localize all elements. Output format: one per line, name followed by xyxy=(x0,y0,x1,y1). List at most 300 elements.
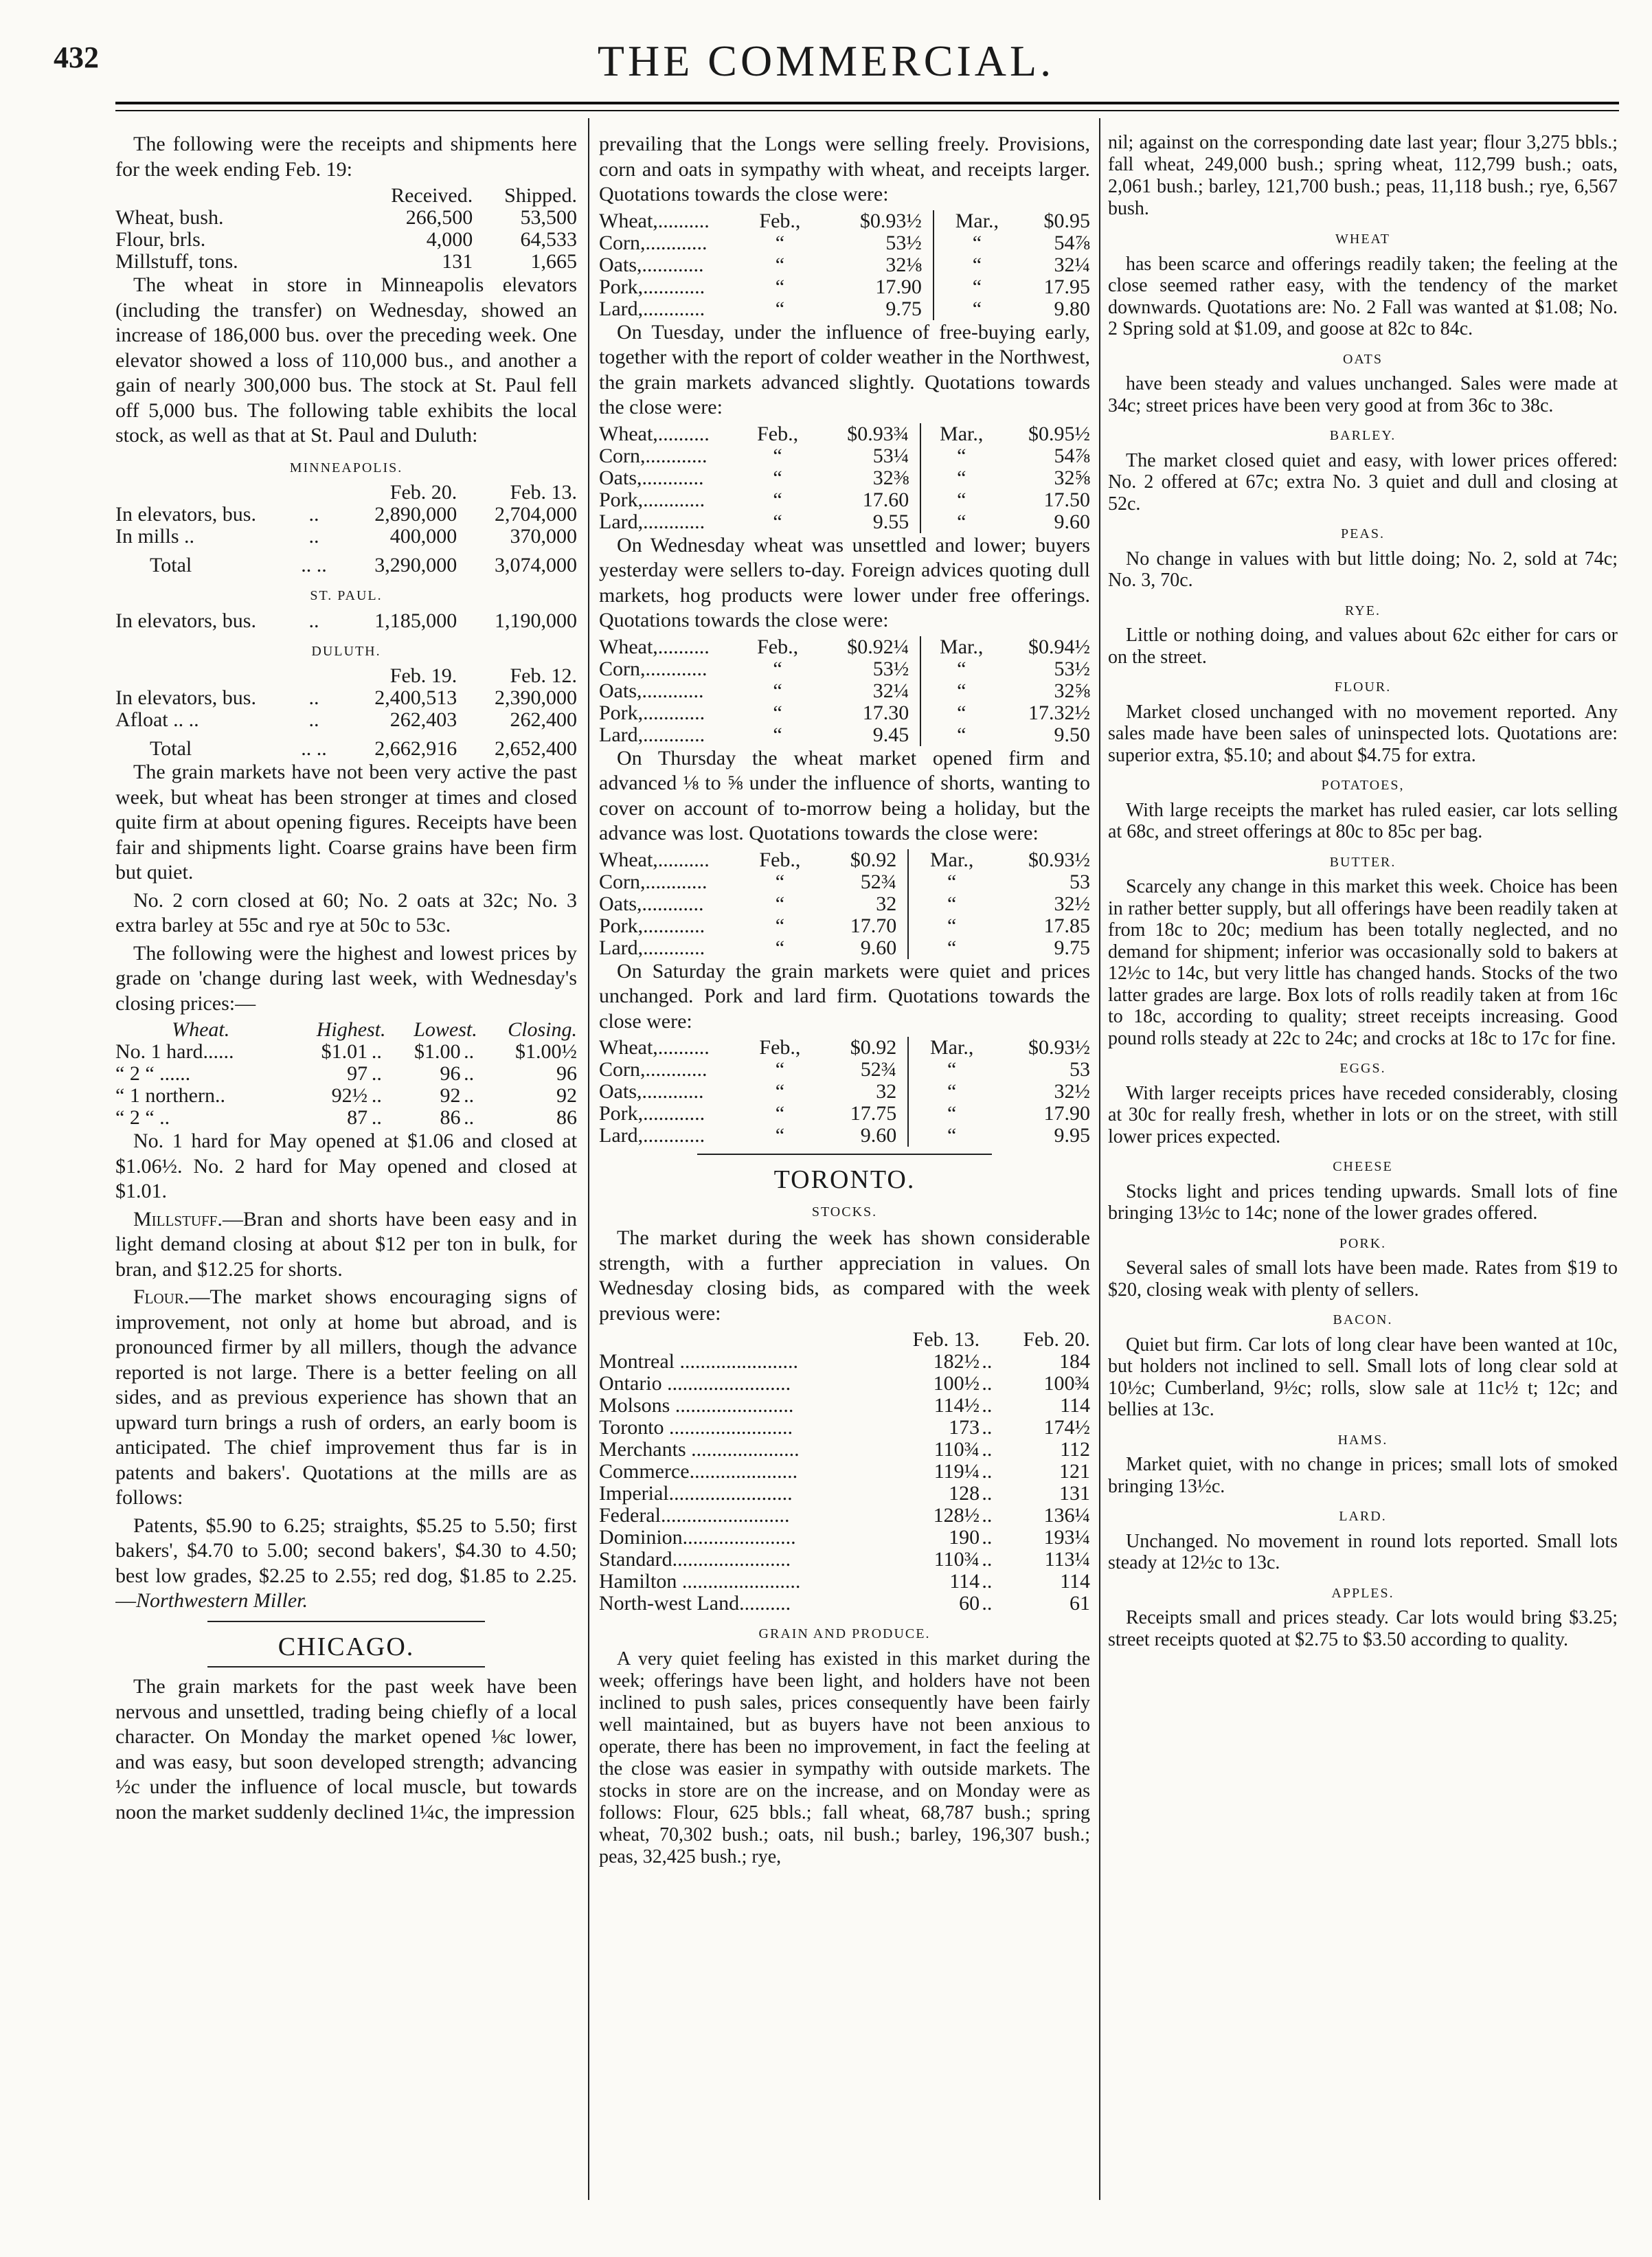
table-cell: 2,652,400 xyxy=(495,737,577,760)
table-cell: .. xyxy=(982,1460,993,1483)
table-cell: 9.60 xyxy=(860,1124,897,1147)
paragraph: The following were the highest and lowest prices by grade on 'change during last week, with Wednesday's closing prices:— xyxy=(115,941,577,1015)
table-cell: 131 xyxy=(442,250,473,273)
table-row xyxy=(599,489,1090,511)
table-cell: 2,400,513 xyxy=(374,686,457,709)
paragraph: With larger receipts prices have receded considerably, closing at 30c for really fresh, whether in lots or on the street, with still lower prices expected. xyxy=(1108,1082,1618,1147)
table-cell: North-west Land.......... xyxy=(599,1593,791,1615)
subheading: DULUTH. xyxy=(311,643,381,659)
table-cell: 53½ xyxy=(885,231,922,254)
table-cell: Feb., xyxy=(759,209,801,232)
table-cell: Oats,............ xyxy=(599,1080,704,1103)
paragraph xyxy=(115,1285,577,1511)
table-cell: 9.45 xyxy=(872,723,909,746)
table-row xyxy=(599,1527,1090,1549)
table-cell: 61 xyxy=(1070,1592,1090,1615)
table-cell: Millstuff, tons. xyxy=(115,250,238,273)
table-row xyxy=(599,298,1090,320)
run-in-heading: Flour. xyxy=(133,1285,190,1308)
table-cell: $1.01 xyxy=(321,1040,368,1063)
table-cell: 32¼ xyxy=(1054,253,1090,276)
table-cell: .. xyxy=(371,1084,382,1107)
table-cell: Wheat,.......... xyxy=(599,209,710,232)
table-row xyxy=(599,1549,1090,1571)
table-cell: 64,533 xyxy=(520,228,577,251)
table-cell: $0.92¼ xyxy=(847,635,909,658)
table-header: Shipped. xyxy=(504,184,577,207)
section-heading: EGGS. xyxy=(1339,1061,1386,1076)
subheading: STOCKS. xyxy=(811,1204,878,1220)
table-cell: 113¼ xyxy=(1044,1548,1090,1571)
table-cell: 190 xyxy=(949,1526,980,1549)
table-cell: $0.92 xyxy=(850,1036,897,1059)
table-header: Feb. 13. xyxy=(510,481,577,504)
table-row xyxy=(115,687,577,709)
table-cell: .. xyxy=(464,1106,475,1129)
table-cell: 17.95 xyxy=(1043,275,1090,298)
table-cell: “ xyxy=(773,466,782,489)
table-cell: .. xyxy=(982,1548,993,1571)
table-cell: Pork,............ xyxy=(599,275,705,298)
table-cell: In elevators, bus. xyxy=(115,503,256,526)
table-cell: 9.60 xyxy=(860,936,897,959)
table-cell: 400,000 xyxy=(389,525,457,548)
table-cell: Lard,............ xyxy=(599,723,705,746)
table-cell: 17.75 xyxy=(850,1102,897,1125)
table-cell: “ xyxy=(920,489,996,511)
table-cell: 9.75 xyxy=(885,297,922,320)
table-row xyxy=(599,636,1090,658)
table-row xyxy=(599,871,1090,893)
table-cell: “ xyxy=(775,231,785,254)
table-cell: 17.50 xyxy=(1043,488,1090,511)
table-cell: .. xyxy=(464,1084,475,1107)
table-cell: 53,500 xyxy=(520,206,577,229)
table-cell: .. xyxy=(982,1394,993,1417)
table-cell: “ xyxy=(773,701,782,724)
table-cell: 100¾ xyxy=(1043,1372,1090,1395)
subheading: ST. PAUL. xyxy=(310,588,383,603)
table-cell: Feb., xyxy=(759,848,801,871)
table-row xyxy=(599,893,1090,915)
table-cell: 370,000 xyxy=(510,525,577,548)
section-heading: CHEESE xyxy=(1333,1159,1393,1174)
column-3 xyxy=(1108,132,1618,1653)
table-cell: Feb., xyxy=(757,422,799,445)
table-cell: 131 xyxy=(1059,1482,1090,1505)
table-cell: 9.80 xyxy=(1054,297,1090,320)
table-cell: Afloat .. .. xyxy=(115,708,199,731)
table-cell: Oats,............ xyxy=(599,253,704,276)
section-heading: LARD. xyxy=(1339,1509,1387,1524)
table-cell: 2,704,000 xyxy=(495,503,577,526)
table-cell: 92 xyxy=(556,1084,577,1107)
source-credit: Northwestern Miller. xyxy=(136,1589,308,1612)
run-in-heading: Millstuff. xyxy=(133,1207,223,1231)
table-cell: 1,190,000 xyxy=(495,609,577,632)
paragraph-text: —The market shows encouraging signs of improvement, not only at home but abroad, and is pronounced firmer by all millers, though the advance reported is not large. There is a better feeling on all sides, and as previous experience has shown that an upward turn brings a rush of orders, an early boom is anticipated. The chief improvement thus far is in patents and bakers'. Quotations at the mills are as follows: xyxy=(115,1285,577,1509)
table-cell: “ xyxy=(775,1124,785,1147)
prices-table xyxy=(115,1019,577,1129)
table-cell: 17.30 xyxy=(862,701,909,724)
table-cell: 17.32½ xyxy=(1028,701,1090,724)
table-cell: 110¾ xyxy=(934,1438,980,1461)
paragraph xyxy=(115,1514,577,1614)
paragraph: The market closed quiet and easy, with lower prices offered: No. 2 offered at 67c; extra No. 3 quiet and dull and closing at 52c. xyxy=(1108,449,1618,515)
table-cell: “ xyxy=(773,510,782,533)
table-cell: Pork,............ xyxy=(599,701,705,724)
table-row xyxy=(599,1373,1090,1395)
table-cell: .. .. xyxy=(301,737,327,760)
table-cell: “ xyxy=(908,1125,989,1147)
paragraph: With large receipts the market has ruled easier, car lots selling at 68c, and street offerings at 80c to 85c per bag. xyxy=(1108,799,1618,842)
table-cell: .. xyxy=(371,1062,382,1085)
paragraph: Quiet but firm. Car lots of long clear have been wanted at 10c, but holders not inclined to sell. Small lots of long clear sold at 10½c; Cumberland, 9½c; rolls, slow sale at 11c½ t; 12c; and bellies at 13c. xyxy=(1108,1334,1618,1420)
table-cell: 136¼ xyxy=(1043,1504,1090,1527)
table-cell: “ xyxy=(920,724,996,746)
table-cell: .. xyxy=(308,609,319,632)
table-cell: Total xyxy=(150,737,192,760)
table-cell: In mills .. xyxy=(115,525,195,548)
table-cell: Mar., xyxy=(920,423,996,445)
table-row xyxy=(599,423,1090,445)
section-heading: APPLES. xyxy=(1331,1585,1394,1601)
paragraph-text: —Bran and shorts have been easy and in light demand closing at about $12 per ton in bulk, for bran, and $12.25 for shorts. xyxy=(115,1207,577,1281)
table-cell: “ xyxy=(775,275,785,298)
table-cell: “ xyxy=(920,511,996,533)
table-cell: 1,665 xyxy=(530,250,577,273)
table-cell: “ 1 northern.. xyxy=(115,1084,225,1107)
table-cell: 266,500 xyxy=(405,206,473,229)
table-cell: 53½ xyxy=(1054,657,1090,680)
table-cell: Merchants ..................... xyxy=(599,1439,800,1461)
table-cell: 9.60 xyxy=(1054,510,1090,533)
section-title: TORONTO. xyxy=(773,1165,916,1194)
table-cell: .. xyxy=(308,686,319,709)
table-row xyxy=(599,849,1090,871)
table-cell: 32⅝ xyxy=(1054,679,1090,702)
table-cell: 17.90 xyxy=(1043,1102,1090,1125)
table-row xyxy=(115,1085,577,1107)
table-cell: .. xyxy=(308,708,319,731)
table-cell: “ xyxy=(920,467,996,489)
table-row xyxy=(599,1395,1090,1417)
paragraph: Market quiet, with no change in prices; small lots of smoked bringing 13½c. xyxy=(1108,1454,1618,1497)
table-cell: $0.95 xyxy=(1043,209,1090,232)
table-cell: 1,185,000 xyxy=(374,609,457,632)
table-cell: Wheat,.......... xyxy=(599,635,710,658)
table-cell: “ xyxy=(775,297,785,320)
table-cell: 128½ xyxy=(933,1504,980,1527)
table-cell: .. xyxy=(464,1040,475,1063)
table-row xyxy=(599,1593,1090,1615)
intro-paragraph: The following were the receipts and shipments here for the week ending Feb. 19: xyxy=(115,133,577,181)
table-row-total xyxy=(115,731,577,760)
table-cell: .. xyxy=(982,1438,993,1461)
table-header: Feb. 20. xyxy=(389,481,457,504)
table-cell: Total xyxy=(150,554,192,576)
table-cell: 100½ xyxy=(933,1372,980,1395)
table-cell: .. xyxy=(982,1526,993,1549)
paragraph: Market closed unchanged with no movement reported. Any sales made have been sales of uninspected lots. Quotations are: superior extra, $5.10; and about $4.75 for extra. xyxy=(1108,701,1618,766)
table-cell: $0.93½ xyxy=(859,209,922,232)
paragraph-text: Patents, $5.90 to 6.25; straights, $5.25 to 5.50; first bakers', $4.70 to 5.00; second bakers', $4.30 to 4.50; best low grades, $2.25 to 2.55; red dog, $1.85 to 2.25.— xyxy=(115,1514,577,1612)
table-cell: .. xyxy=(982,1416,993,1439)
table-cell: 32½ xyxy=(1054,892,1090,915)
table-cell: .. xyxy=(982,1592,993,1615)
paragraph: On Wednesday wheat was unsettled and lower; buyers yesterday were sellers to-day. Foreign advices quoting dull markets, hog products were lower under free offerings. Quotations towards the close were: xyxy=(599,533,1090,631)
table-cell: 52¾ xyxy=(860,870,897,893)
table-cell: “ xyxy=(773,488,782,511)
table-cell: Corn,............ xyxy=(599,444,708,467)
table-cell: “ xyxy=(775,914,785,937)
paragraph: On Thursday the wheat market opened firm and advanced ⅛ to ⅝ under the influence of shorts, wanting to cover on account of to-morrow being a holiday, but the advance was lost. Quotations towards the close were: xyxy=(599,746,1090,844)
table-cell: 182½ xyxy=(933,1350,980,1373)
paragraph: have been steady and values unchanged. Sales were made at 34c; street prices have been very good at from 36c to 38c. xyxy=(1108,373,1618,416)
table-row xyxy=(115,207,577,229)
table-cell: No. 1 hard...... xyxy=(115,1040,234,1063)
column-divider xyxy=(1099,118,1100,2200)
table-row xyxy=(599,1571,1090,1593)
table-cell: 3,074,000 xyxy=(495,554,577,576)
table-cell: 121 xyxy=(1059,1460,1090,1483)
table-cell: “ xyxy=(775,1102,785,1125)
quotations-table xyxy=(599,1037,1090,1147)
table-cell: Corn,............ xyxy=(599,657,708,680)
paragraph: prevailing that the Longs were selling freely. Provisions, corn and oats in sympathy with wheat, and receipts larger. Quotations towards the close were: xyxy=(599,133,1090,205)
column-1 xyxy=(115,132,577,1828)
table-cell: 32⅛ xyxy=(885,253,922,276)
table-cell: $0.92 xyxy=(850,848,897,871)
table-cell: Corn,............ xyxy=(599,870,708,893)
table-cell: 184 xyxy=(1059,1350,1090,1373)
table-cell: 173 xyxy=(949,1416,980,1439)
table-cell: 32 xyxy=(876,892,897,915)
paragraph: No. 2 corn closed at 60; No. 2 oats at 32c; No. 3 extra barley at 55c and rye at 50c to 53c. xyxy=(115,888,577,936)
section-rule xyxy=(207,1621,484,1622)
table-cell: 9.50 xyxy=(1054,723,1090,746)
table-cell: Imperial........................ xyxy=(599,1483,793,1505)
table-cell: Mar., xyxy=(908,849,989,871)
table-cell: “ xyxy=(775,892,785,915)
table-cell: $0.93½ xyxy=(1028,848,1090,871)
table-cell: 92 xyxy=(440,1084,461,1107)
table-cell: 92½ xyxy=(331,1084,368,1107)
table-cell: 128 xyxy=(949,1482,980,1505)
stock-table xyxy=(115,665,577,760)
table-cell: .. xyxy=(982,1570,993,1593)
table-header: Feb. 12. xyxy=(510,664,577,687)
table-cell: In elevators, bus. xyxy=(115,686,256,709)
table-cell: Wheat, bush. xyxy=(115,206,224,229)
receipts-table xyxy=(115,185,577,273)
table-cell: .. .. xyxy=(301,554,327,576)
table-cell: “ xyxy=(934,298,1015,320)
table-cell: 110¾ xyxy=(934,1548,980,1571)
table-cell: 97 xyxy=(347,1062,368,1085)
table-row xyxy=(599,445,1090,467)
table-cell: 53¼ xyxy=(872,444,909,467)
table-row xyxy=(115,251,577,273)
table-cell: In elevators, bus. xyxy=(115,609,256,632)
table-cell: “ xyxy=(773,657,782,680)
table-header: Received. xyxy=(391,184,473,207)
table-row xyxy=(115,1041,577,1063)
table-cell: Feb., xyxy=(757,635,799,658)
quotations-table xyxy=(599,849,1090,959)
table-cell: $1.00½ xyxy=(515,1040,577,1063)
table-cell: 52¾ xyxy=(860,1058,897,1081)
section-title: CHICAGO. xyxy=(278,1632,415,1661)
table-cell: .. xyxy=(982,1504,993,1527)
table-header: Closing. xyxy=(508,1018,577,1041)
table-row xyxy=(599,1037,1090,1059)
table-row xyxy=(599,232,1090,254)
column-2 xyxy=(599,132,1090,1871)
table-cell: 2,890,000 xyxy=(374,503,457,526)
table-cell: 9.95 xyxy=(1054,1124,1090,1147)
table-cell: “ xyxy=(920,658,996,680)
table-cell: 32⅜ xyxy=(872,466,909,489)
table-row xyxy=(599,724,1090,746)
table-cell: .. xyxy=(982,1482,993,1505)
table-cell: “ xyxy=(775,1058,785,1081)
table-cell: $0.93½ xyxy=(1028,1036,1090,1059)
table-cell: Lard,............ xyxy=(599,1124,705,1147)
table-cell: “ 2 “ .. xyxy=(115,1106,170,1129)
table-cell: Wheat,.......... xyxy=(599,422,710,445)
table-row xyxy=(115,610,577,632)
table-cell: 17.85 xyxy=(1043,914,1090,937)
table-cell: 114 xyxy=(949,1570,980,1593)
table-row xyxy=(599,1439,1090,1461)
table-row xyxy=(115,526,577,548)
table-cell: 262,403 xyxy=(389,708,457,731)
table-header: Feb. 19. xyxy=(389,664,457,687)
paragraph: A very quiet feeling has existed in this market during the week; offerings have been light, and holders have not been inclined to push sales, prices consequently have been fairly well maintained, but as buyers have not been anxious to operate, there has been no improvement, in fact the feeling at the close was easier in sympathy with outside markets. The stocks in store are on the increase, and on Monday were as follows: Flour, 625 bbls.; fall wheat, 68,787 bush.; spring wheat, 70,302 bush.; oats, nil bush.; barley, 196,307 bush.; peas, 32,425 bush.; rye, xyxy=(599,1648,1090,1867)
section-heading: HAMS. xyxy=(1337,1432,1388,1448)
table-cell: 96 xyxy=(440,1062,461,1085)
table-cell: Pork,............ xyxy=(599,488,705,511)
table-cell: $1.00 xyxy=(414,1040,461,1063)
table-row xyxy=(599,702,1090,724)
table-cell: 54⅞ xyxy=(1054,444,1090,467)
table-cell: .. xyxy=(982,1372,993,1395)
table-cell: 96 xyxy=(556,1062,577,1085)
table-cell: Wheat,.......... xyxy=(599,848,710,871)
paragraph: No. 1 hard for May opened at $1.06 and closed at $1.06½. No. 2 hard for May opened and closed at $1.01. xyxy=(115,1130,577,1202)
table-cell: “ xyxy=(920,680,996,702)
quotations-table xyxy=(599,636,1090,746)
table-header: Highest. xyxy=(316,1018,386,1041)
table-cell: .. xyxy=(308,525,319,548)
table-cell: Oats,............ xyxy=(599,679,704,702)
table-cell: 119¼ xyxy=(934,1460,980,1483)
paragraph: Receipts small and prices steady. Car lots would bring $3.25; street receipts quoted at $2.75 to $3.50 according to quality. xyxy=(1108,1607,1618,1650)
table-cell: “ xyxy=(775,870,785,893)
table-cell: Oats,............ xyxy=(599,466,704,489)
table-cell: 53½ xyxy=(872,657,909,680)
table-cell: Lard,............ xyxy=(599,297,705,320)
table-cell: “ xyxy=(773,444,782,467)
table-cell: 53 xyxy=(1070,870,1090,893)
table-cell: 32⅝ xyxy=(1054,466,1090,489)
table-cell: Mar., xyxy=(920,636,996,658)
table-cell: “ xyxy=(920,445,996,467)
table-header: Feb. 20. xyxy=(1023,1328,1090,1351)
table-cell: “ xyxy=(934,232,1015,254)
table-header: Wheat. xyxy=(172,1018,230,1041)
table-header: Feb. 13. xyxy=(912,1328,980,1351)
stock-table xyxy=(115,610,577,632)
table-cell: Lard,............ xyxy=(599,510,705,533)
section-heading: POTATOES, xyxy=(1321,778,1405,793)
table-cell: 32¼ xyxy=(872,679,909,702)
table-row xyxy=(599,511,1090,533)
table-cell: 86 xyxy=(556,1106,577,1129)
table-cell: .. xyxy=(371,1040,382,1063)
table-cell: “ xyxy=(775,936,785,959)
header-rule-thin xyxy=(115,110,1619,111)
table-cell: 60 xyxy=(959,1592,980,1615)
table-row xyxy=(599,1417,1090,1439)
section-rule xyxy=(207,1666,484,1668)
table-row xyxy=(115,229,577,251)
table-cell: Pork,............ xyxy=(599,1102,705,1125)
table-cell: “ xyxy=(908,1081,989,1103)
table-cell: “ xyxy=(934,276,1015,298)
table-cell: Dominion...................... xyxy=(599,1527,796,1549)
paragraph: The grain markets for the past week have been nervous and unsettled, trading being chiefly of a local character. On Monday the market opened ⅛c lower, and was easy, but soon developed strength; advancing ½c under the influence of local muscle, but towards noon the market suddenly declined 1¼c, the impression xyxy=(115,1675,577,1823)
paragraph: On Saturday the grain markets were quiet and prices unchanged. Pork and lard firm. Quotations towards the close were: xyxy=(599,959,1090,1033)
table-cell: “ xyxy=(773,723,782,746)
table-cell: $0.95½ xyxy=(1028,422,1090,445)
section-heading: BARLEY. xyxy=(1329,428,1396,443)
table-cell: Oats,............ xyxy=(599,892,704,915)
table-cell: 2,662,916 xyxy=(374,737,457,760)
table-row xyxy=(599,658,1090,680)
table-cell: Wheat,.......... xyxy=(599,1036,710,1059)
table-cell: “ xyxy=(920,702,996,724)
table-row xyxy=(599,1125,1090,1147)
table-cell: 32 xyxy=(876,1080,897,1103)
table-cell: Standard....................... xyxy=(599,1549,791,1571)
table-cell: Feb., xyxy=(759,1036,801,1059)
table-cell: 114 xyxy=(1060,1570,1090,1593)
table-cell: Flour, brls. xyxy=(115,228,206,251)
table-cell: Mar., xyxy=(934,210,1015,232)
table-cell: Ontario ........................ xyxy=(599,1373,791,1395)
table-row xyxy=(115,709,577,731)
section-heading: OATS xyxy=(1342,351,1383,367)
table-cell: 9.75 xyxy=(1054,936,1090,959)
table-cell: 54⅞ xyxy=(1054,231,1090,254)
stock-table xyxy=(115,482,577,576)
table-cell: Mar., xyxy=(908,1037,989,1059)
table-row xyxy=(599,915,1090,937)
table-row xyxy=(599,1505,1090,1527)
table-cell: 9.55 xyxy=(872,510,909,533)
table-row xyxy=(599,680,1090,702)
table-row xyxy=(599,210,1090,232)
bank-stocks-table xyxy=(599,1329,1090,1615)
section-heading: RYE. xyxy=(1345,603,1381,618)
table-cell: .. xyxy=(371,1106,382,1129)
table-cell: 4,000 xyxy=(426,228,473,251)
table-cell: 262,400 xyxy=(510,708,577,731)
table-cell: Pork,............ xyxy=(599,914,705,937)
paragraph: Scarcely any change in this market this week. Choice has been in rather better supply, but all offerings have been readily taken at from 18c to 20c; medium has been totally neglected, and no demand for shipment; inferior was occasionally sold to bakers at 12½c to 14c, but very little has changed hands. Stocks of the two latter grades are large. Box lots of rolls readily taken at from 16c to 18c, according to quality; street receipts increasing. Good pound rolls steady at 22c to 24c; and crocks at 18c to 17c for fine. xyxy=(1108,876,1618,1049)
